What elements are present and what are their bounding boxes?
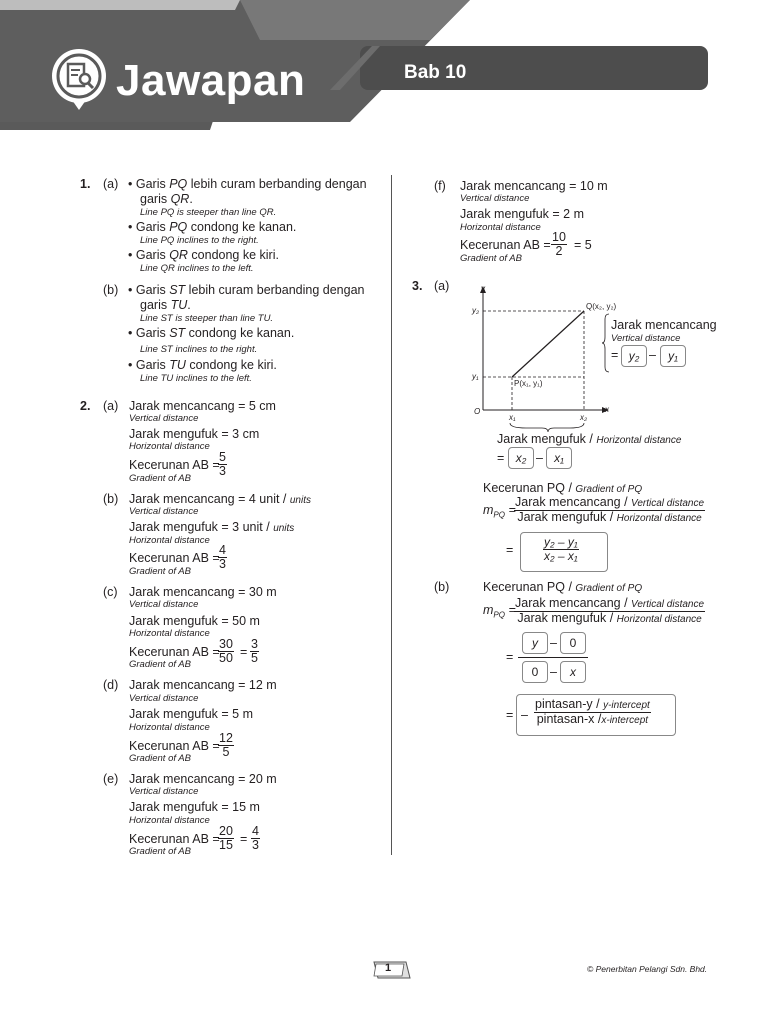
q3-number: 3.: [412, 279, 423, 293]
q3b-step-eq: =: [506, 650, 514, 664]
q3b-den-minus: –: [550, 665, 557, 679]
q2d-fraction: $\frac{12}{5}$: [219, 731, 233, 759]
q3b-final-eq: =: [506, 708, 514, 722]
q2f-vertical-en: Vertical distance: [460, 193, 530, 204]
graph-origin-label: O: [474, 407, 481, 416]
q3b-box-y: y: [522, 632, 548, 654]
copyright: © Penerbitan Pelangi Sdn. Bhd.: [587, 964, 708, 974]
q2b-horizontal-en: Horizontal distance: [129, 535, 210, 546]
q3a-formula-fraction: $\frac{\text{y₂ – y₁}}{\text{x₂ – x₁}}$: [544, 535, 578, 563]
q3-vertical-eq: =: [611, 348, 619, 362]
q2d-label: (d): [103, 678, 119, 692]
q2a-vertical: Jarak mencancang = 5 cm: [129, 399, 276, 413]
q1b-bullet3: • Garis TU condong ke kiri.: [128, 358, 277, 372]
q1a-bullet1-cont: garis QR.: [140, 192, 193, 206]
graph-y2-label: y₂: [472, 306, 480, 315]
q1a-bullet1: • Garis PQ lebih curam berbanding dengan: [128, 177, 367, 191]
q1a-bullet2-en: Line PQ inclines to the right.: [140, 235, 259, 246]
q1b-bullet2: • Garis ST condong ke kanan.: [128, 326, 295, 340]
q3b-box-zero-bottom: 0: [522, 661, 548, 683]
q2e-horizontal: Jarak mengufuk = 15 m: [129, 800, 260, 814]
q3b-num-minus: –: [550, 636, 557, 650]
q1b-bullet1: • Garis ST lebih curam berbanding dengan: [128, 283, 365, 297]
q1a-bullet1-en: Line PQ is steeper than line QR.: [140, 207, 277, 218]
page-number: 1: [385, 962, 392, 974]
q2f-vertical: Jarak mencancang = 10 m: [460, 179, 608, 193]
q1b-bullet1-cont: garis TU.: [140, 298, 191, 312]
q1a-bullet2: • Garis PQ condong ke kanan.: [128, 220, 297, 234]
q2e-vertical-en: Vertical distance: [129, 786, 199, 797]
q3a-label: (a): [434, 279, 450, 293]
q3-box-x2: x₂: [508, 447, 534, 469]
q2a-horizontal-en: Horizontal distance: [129, 441, 210, 452]
q2b-horizontal: Jarak mengufuk = 3 unit / units: [129, 520, 295, 534]
vertical-brace: [601, 313, 611, 373]
q2b-vertical-en: Vertical distance: [129, 506, 199, 517]
q2f-fraction: $\frac{10}{2}$: [552, 230, 566, 258]
q2c-vertical-en: Vertical distance: [129, 599, 199, 610]
q2c-fraction-simplified: $\frac{3}{5}$: [251, 637, 258, 665]
q2c-horizontal-en: Horizontal distance: [129, 628, 210, 639]
q2b-label: (b): [103, 492, 119, 506]
q2c-equals: =: [240, 645, 248, 659]
q2c-label: (c): [103, 585, 118, 599]
q2a-fraction: $\frac{5}{3}$: [219, 450, 226, 478]
q2a-horizontal: Jarak mengufuk = 3 cm: [129, 427, 260, 441]
q2d-vertical: Jarak mencancang = 12 m: [129, 678, 277, 692]
q2e-equals: =: [240, 832, 248, 846]
q2f-gradient-en: Gradient of AB: [460, 253, 522, 264]
q3-horizontal-minus: –: [536, 451, 543, 465]
q2d-horizontal-en: Horizontal distance: [129, 722, 210, 733]
q2a-label: (a): [103, 399, 119, 413]
q3a-formula-eq: =: [506, 543, 514, 557]
q3b-label: (b): [434, 580, 450, 594]
q2b-vertical: Jarak mencancang = 4 unit / units: [129, 492, 311, 506]
q1b-bullet2-en: Line ST inclines to the right.: [140, 344, 258, 355]
q2d-gradient: Kecerunan AB =: [129, 739, 220, 753]
graph-x-axis-label: x: [605, 405, 609, 414]
q2b-gradient: Kecerunan AB =: [129, 551, 220, 565]
q2d-horizontal: Jarak mengufuk = 5 m: [129, 707, 254, 721]
q2d-gradient-en: Gradient of AB: [129, 753, 191, 764]
q3-vertical-label-en: Vertical distance: [611, 333, 681, 344]
q2e-label: (e): [103, 772, 119, 786]
graph-point-q: Q(x₂, y₂): [586, 302, 617, 311]
q2c-horizontal: Jarak mengufuk = 50 m: [129, 614, 260, 628]
q2f-horizontal: Jarak mengufuk = 2 m: [460, 207, 585, 221]
q2f-result: = 5: [574, 238, 592, 252]
q2c-vertical: Jarak mencancang = 30 m: [129, 585, 277, 599]
q3b-step-fraction-bar: [518, 657, 588, 658]
column-divider: [391, 175, 392, 855]
q2c-fraction: $\frac{30}{50}$: [219, 637, 233, 665]
q3-vertical-label: Jarak mencancang: [611, 318, 717, 332]
graph-y-axis-label: y: [481, 284, 485, 293]
q1b-bullet3-en: Line TU inclines to the left.: [140, 373, 252, 384]
graph-x1-label: x₁: [509, 413, 516, 422]
q3b-final-minus: –: [521, 708, 528, 722]
q3-box-y1: y₁: [660, 345, 686, 367]
q3-vertical-minus: –: [649, 348, 656, 362]
chapter-label: Bab 10: [404, 62, 467, 83]
q3a-definition-fraction: Jarak mencancang / Vertical distance Jarak mengufuk / Horizontal distance: [515, 495, 705, 524]
q2b-fraction: $\frac{4}{3}$: [219, 543, 226, 571]
q2a-vertical-en: Vertical distance: [129, 413, 199, 424]
q3-horizontal-label: Jarak mengufuk / Horizontal distance: [497, 432, 682, 446]
graph-point-p: P(x₁, y₁): [514, 379, 543, 388]
q3b-final-fraction: pintasan-y / y-intercept pintasan-x /x-intercept: [535, 697, 650, 726]
q2e-gradient: Kecerunan AB =: [129, 832, 220, 846]
q1a-bullet3: • Garis QR condong ke kiri.: [128, 248, 279, 262]
q2a-gradient: Kecerunan AB =: [129, 458, 220, 472]
q2c-gradient: Kecerunan AB =: [129, 645, 220, 659]
q2a-gradient-en: Gradient of AB: [129, 473, 191, 484]
q2f-label: (f): [434, 179, 446, 193]
q2e-horizontal-en: Horizontal distance: [129, 815, 210, 826]
q3b-box-x: x: [560, 661, 586, 683]
graph-x2-label: x₂: [580, 413, 588, 422]
q2b-gradient-en: Gradient of AB: [129, 566, 191, 577]
q2e-vertical: Jarak mencancang = 20 m: [129, 772, 277, 786]
q2d-vertical-en: Vertical distance: [129, 693, 199, 704]
q1-number: 1.: [80, 177, 91, 191]
q3a-mpq: $m_{PQ}$ =: [483, 503, 516, 520]
q3-box-x1: x₁: [546, 447, 572, 469]
q3b-box-zero-top: 0: [560, 632, 586, 654]
page-number-tab: [372, 960, 412, 980]
q3a-gradient-pq: Kecerunan PQ / Gradient of PQ: [483, 481, 643, 495]
q2f-horizontal-en: Horizontal distance: [460, 222, 541, 233]
q2f-gradient: Kecerunan AB =: [460, 238, 551, 252]
answer-icon: [48, 46, 110, 112]
q1a-bullet3-en: Line QR inclines to the left.: [140, 263, 254, 274]
graph-y1-label: y₁: [472, 372, 479, 381]
q3b-gradient-pq: Kecerunan PQ / Gradient of PQ: [483, 580, 643, 594]
q3-horizontal-eq: =: [497, 451, 505, 465]
page-title: Jawapan: [116, 56, 306, 105]
q3-box-y2: y₂: [621, 345, 647, 367]
q2-number: 2.: [80, 399, 91, 413]
q2e-gradient-en: Gradient of AB: [129, 846, 191, 857]
q3b-mpq: $m_{PQ}$ =: [483, 603, 516, 620]
q3b-definition-fraction: Jarak mencancang / Vertical distance Jarak mengufuk / Horizontal distance: [515, 596, 705, 625]
q1b-label: (b): [103, 283, 119, 297]
q1a-label: (a): [103, 177, 119, 191]
q2c-gradient-en: Gradient of AB: [129, 659, 191, 670]
q2e-fraction: $\frac{20}{15}$: [219, 824, 233, 852]
q1b-bullet1-en: Line ST is steeper than line TU.: [140, 313, 274, 324]
q2e-fraction-simplified: $\frac{4}{3}$: [252, 824, 259, 852]
